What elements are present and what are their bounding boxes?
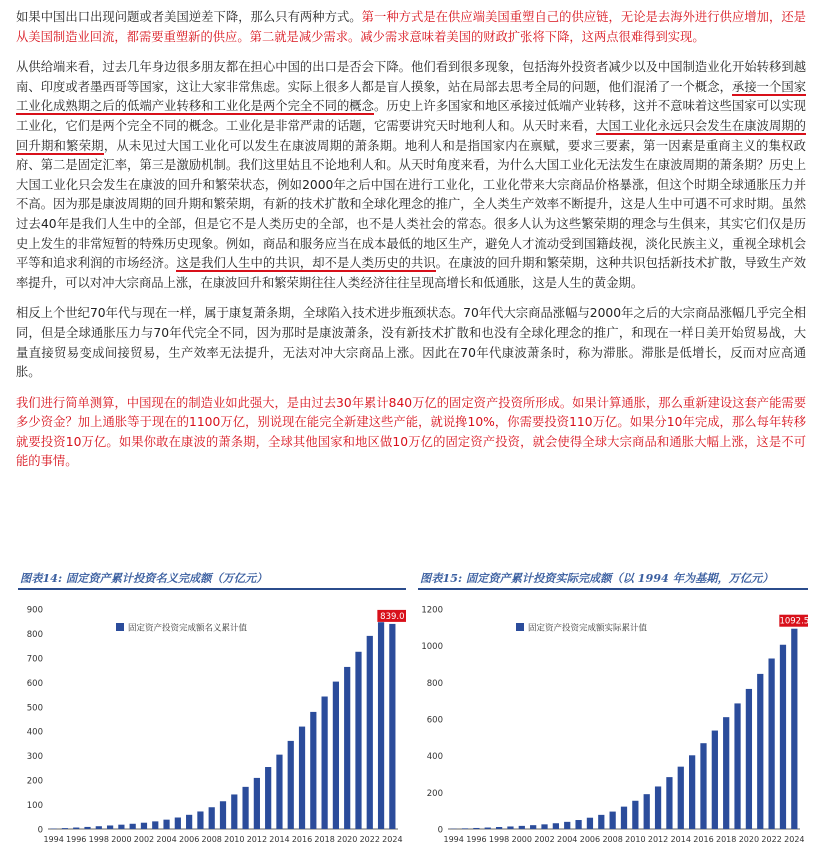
chart-15-svg	[418, 593, 808, 858]
bar	[84, 827, 90, 829]
bar	[322, 697, 328, 829]
bar	[757, 674, 763, 829]
underlined-phrase: 这是我们人生中的共识，却不是人类历史的共识	[176, 256, 435, 272]
paragraph	[16, 304, 806, 382]
y-tick-label: 100	[27, 801, 43, 811]
text-segment: 。历史上许多国家和地区承接过低端产业转移，这并不意味着这些国家可以实现工业化，它们是两个完全不同的概念。工业化是非常严肃的话题，它需要讲究天时地利人和。从天时来看，	[16, 99, 806, 133]
highlighted-text: 我们进行简单测算，中国现在的制造业如此强大，是由过去30年累计840万亿的固定资产投资所形成。如果计算通胀，那么重新建设这套产能需要多少资金？加上通胀等于现在的1100万亿，别说现在能完全新建这些产能，就说搀10%，你需要投资110万亿。如果分10年完成，那么每年转移就要投资10万亿。如果你敢在康波的萧条期，全球其他国家和地区做10万亿的固定资产投资，就会使得全球大宗商品和通胀大幅上涨，这是不可能的事情。	[16, 396, 806, 469]
x-tick-label: 1996	[66, 835, 86, 844]
bar	[780, 645, 786, 829]
bar	[197, 811, 203, 829]
x-tick-label: 2002	[134, 835, 154, 844]
bar	[678, 767, 684, 829]
value-badge-label: 839.0	[380, 612, 404, 622]
x-tick-label: 1998	[89, 835, 109, 844]
chart-14-svg	[18, 593, 406, 858]
x-tick-label: 2020	[337, 835, 357, 844]
underlined-phrase: 承接一个国家工业化成熟期之后的低端产业转移和工业化是两个完全不同的概念	[16, 80, 806, 116]
text-segment: 相反上个世纪70年代与现在一样，属于康复萧条期，全球陷入技术进步瓶颈状态。70年代大宗商品涨幅与2000年之后的大宗商品涨幅几乎完全相同，但是全球通胀压力与70年代完全不同，因为那时是康波萧条，没有新技术扩散和也没有全球化理念的推广，和现在一样日美开始贸易战，大量直接贸易变成间接贸易，生产效率无法提升，无法对冲大宗商品上涨。因此在70年代康波萧条时，称为滞胀。滞胀是低增长，反而对应高通胀。	[16, 306, 806, 379]
x-tick-label: 2024	[382, 835, 402, 844]
bar	[734, 703, 740, 829]
y-tick-label: 400	[27, 728, 43, 738]
bar	[746, 689, 752, 829]
x-tick-label: 2016	[693, 835, 713, 844]
x-tick-label: 2010	[625, 835, 645, 844]
legend-label: 固定资产投资完成额名义累计值	[128, 623, 248, 634]
title-rule	[418, 588, 808, 590]
bar	[485, 828, 491, 829]
x-tick-label: 1994	[443, 835, 463, 844]
value-badge-label: 1092.5	[779, 617, 808, 627]
x-tick-label: 2014	[269, 835, 289, 844]
x-tick-label: 2002	[534, 835, 554, 844]
bar	[689, 755, 695, 829]
paragraph	[16, 394, 806, 472]
bar	[299, 727, 305, 829]
bar	[209, 807, 215, 829]
bar	[666, 777, 672, 829]
legend-swatch	[116, 623, 124, 631]
x-tick-label: 2024	[784, 835, 804, 844]
chart-15	[418, 568, 808, 862]
bar	[507, 826, 513, 829]
bar	[598, 815, 604, 829]
y-tick-label: 700	[27, 654, 43, 664]
x-tick-label: 2022	[761, 835, 781, 844]
y-tick-label: 200	[27, 777, 43, 787]
chart-title: 图表15: 固定资产累计投资实际完成额（以 1994 年为基期，万亿元）	[418, 568, 808, 588]
y-tick-label: 1000	[421, 642, 443, 652]
x-tick-label: 2004	[156, 835, 176, 844]
y-tick-label: 400	[427, 752, 443, 762]
bar	[575, 820, 581, 829]
charts-section	[0, 568, 818, 859]
x-tick-label: 2014	[671, 835, 691, 844]
bar	[62, 828, 68, 829]
bar	[130, 824, 136, 829]
x-tick-label: 1994	[43, 835, 63, 844]
text-segment: 从供给端来看，过去几年身边很多朋友都在担心中国的出口是否会下降。他们看到很多现象，包括海外投资者减少以及中国制造业化开始转移到越南、印度或者墨西哥等国家，这让大家非常焦虑。实际上很多人都是盲人摸象，站在局部去思考全局的问题，他们混淆了一个概念，	[16, 60, 806, 94]
y-tick-label: 0	[438, 826, 443, 836]
bar	[344, 667, 350, 829]
y-tick-label: 800	[27, 630, 43, 640]
bar	[288, 741, 294, 829]
bar	[553, 823, 559, 829]
y-tick-label: 300	[27, 752, 43, 762]
y-tick-label: 500	[27, 703, 43, 713]
x-tick-label: 2000	[512, 835, 532, 844]
highlighted-text: 第一种方式是在供应端美国重塑自己的供应链，无论是去海外进行供应增加，还是从美国制造业回流，都需要重塑新的供应。第二就是减少需求。减少需求意味着美国的财政扩张将下降，这两点很难得到实现。	[16, 10, 806, 44]
x-tick-label: 2008	[602, 835, 622, 844]
y-tick-label: 600	[427, 716, 443, 726]
paragraph	[16, 58, 806, 293]
bar	[723, 717, 729, 829]
text-segment: 如果中国出口出现问题或者美国逆差下降，那么只有两种方式。	[16, 10, 362, 24]
bar	[242, 787, 248, 829]
bar	[186, 815, 192, 829]
underlined-phrase: 大国工业化永远只会发生在康波周期的回升期和繁荣期	[16, 119, 806, 155]
y-tick-label: 600	[27, 679, 43, 689]
y-tick-label: 800	[427, 679, 443, 689]
title-rule	[18, 588, 406, 590]
bar	[118, 825, 124, 829]
x-tick-label: 2008	[202, 835, 222, 844]
x-tick-label: 2006	[580, 835, 600, 844]
x-tick-label: 2020	[739, 835, 759, 844]
bar	[700, 743, 706, 829]
bar	[473, 828, 479, 829]
paragraph	[16, 8, 806, 47]
bar	[791, 629, 797, 829]
bar	[254, 778, 260, 829]
bar	[96, 826, 102, 829]
bar	[389, 624, 395, 829]
y-tick-label: 0	[38, 826, 43, 836]
x-tick-label: 2010	[224, 835, 244, 844]
text-segment: 。在康波的回升期和繁荣期，这种共识包括新技术扩散，导致生产效率提升，可以对冲大宗商品上涨，在康波回升和繁荣期往往人类经济往往呈现高增长和低通胀，这是人生的黄金期。	[16, 256, 806, 290]
bar	[378, 622, 384, 829]
bar	[231, 794, 237, 829]
bar	[621, 807, 627, 829]
x-tick-label: 1998	[489, 835, 509, 844]
x-tick-label: 2018	[314, 835, 334, 844]
legend-swatch	[516, 623, 524, 631]
bar	[768, 659, 774, 830]
bar	[333, 682, 339, 829]
x-tick-label: 2012	[247, 835, 267, 844]
bar	[496, 827, 502, 829]
bar	[220, 801, 226, 829]
bar	[141, 823, 147, 829]
bar	[73, 828, 79, 829]
bar	[541, 824, 547, 829]
bar	[632, 801, 638, 829]
bar	[712, 731, 718, 829]
chart-title: 图表14: 固定资产累计投资名义完成额（万亿元）	[18, 568, 406, 588]
x-tick-label: 1996	[466, 835, 486, 844]
x-tick-label: 2000	[111, 835, 131, 844]
bar	[519, 826, 525, 829]
bar	[530, 825, 536, 829]
bar	[367, 636, 373, 829]
bar	[175, 818, 181, 829]
text-segment: ，从未见过大国工业化可以发生在康波周期的萧条期。地利人和是指国家内在禀赋，要求三要素，第一因素是重商主义的集权政府、第二是固定汇率，第三是激励机制。我们这里姑且不论地利人和。从天时角度来看，为什么大国工业化无法发生在康波周期的萧条期？历史上大国工业化只会发生在康波的回升和繁荣状态，例如2000年之后中国在进行工业化，工业化带来大宗商品价格暴涨，但这个时期全球通胀压力并不高。因为那是康波周期的回升期和繁荣期，有新的技术扩散和全球化理念的推广，全人类生产效率不断提升，这是人生中可遇不可求时期。虽然过去40年是我们人生中的全部，但是它不是人类历史的全部，也不是人类社会的常态。很多人认为这些繁荣期的理念与生俱来，其实它们仅是历史上发生的非常短暂的特殊历史现象。例如，商品和服务应当在成本最低的地区生产，避免人才流动受到国籍歧视，淡化民族主义，重视全球机会平等和追求利润的市场经济。	[16, 139, 806, 271]
bar	[610, 812, 616, 829]
bar	[587, 818, 593, 829]
x-tick-label: 2016	[292, 835, 312, 844]
x-tick-label: 2004	[557, 835, 577, 844]
legend-label: 固定资产投资完成额实际累计值	[528, 623, 648, 634]
bar	[265, 767, 271, 829]
bar	[310, 712, 316, 829]
x-tick-label: 2018	[716, 835, 736, 844]
x-tick-label: 2022	[360, 835, 380, 844]
bar	[644, 794, 650, 829]
bar	[107, 825, 113, 829]
bar	[355, 652, 361, 829]
y-tick-label: 900	[27, 606, 43, 616]
y-tick-label: 1200	[421, 606, 443, 616]
bar	[163, 820, 169, 829]
x-tick-label: 2006	[179, 835, 199, 844]
x-tick-label: 2012	[648, 835, 668, 844]
bar	[152, 821, 158, 829]
chart-14	[18, 568, 406, 862]
bar	[276, 755, 282, 829]
article-body	[16, 8, 806, 483]
bar	[564, 822, 570, 829]
bar	[462, 828, 468, 829]
y-tick-label: 200	[427, 789, 443, 799]
bar	[655, 786, 661, 829]
